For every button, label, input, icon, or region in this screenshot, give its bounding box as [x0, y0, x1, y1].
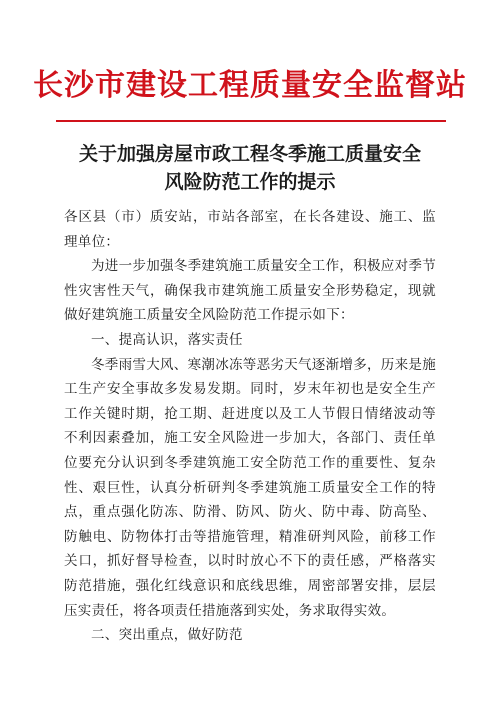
header-red-rule: [56, 120, 446, 122]
section-2-heading: 二、突出重点，做好防范: [91, 627, 243, 644]
intro-paragraph: 为进一步加强冬季建筑施工质量安全工作，积极应对季节性灾害性天气，确保我市建筑施工质量安全形势稳定，现就做好建筑施工质量安全风险防范工作提示如下：: [64, 258, 436, 324]
document-body: [64, 205, 436, 648]
agency-header: 长沙市建设工程质量安全监督站: [33, 68, 467, 103]
document-title: [0, 140, 500, 196]
section-1-paragraph: 冬季雨雪大风、寒潮冰冻等恶劣天气逐渐增多，历来是施工生产安全事故多发易发期。同时，岁末年初也是安全生产工作关键时期，抢工期、赶进度以及工人节假日情绪波动等不利因素叠加，施工安全风险进一步加大，各部门、责任单位要充分认识到冬季建筑施工安全防范工作的重要性、复杂性、艰巨性，认真分析研判冬季建筑施工质量安全工作的特点，重点强化防冻、防滑、防风、防火、防中毒、防高坠、防触电、防物体打击等措施管理，精准研判风险，前移工作关口，抓好督导检查，以时时放心不下的责任感，严格落实防范措施，强化红线意识和底线思维，周密部署安排，层层压实责任，将各项责任措施落到实处，务求取得实效。: [64, 356, 436, 619]
document-title-line-1: 关于加强房屋市政工程冬季施工质量安全: [78, 143, 421, 165]
document-title-line-2: 风险防范工作的提示: [164, 171, 336, 193]
salutation: 各区县（市）质安站，市站各部室，在长各建设、施工、监理单位：: [64, 209, 436, 250]
section-1-heading: 一、提高认识，落实责任: [91, 331, 243, 348]
